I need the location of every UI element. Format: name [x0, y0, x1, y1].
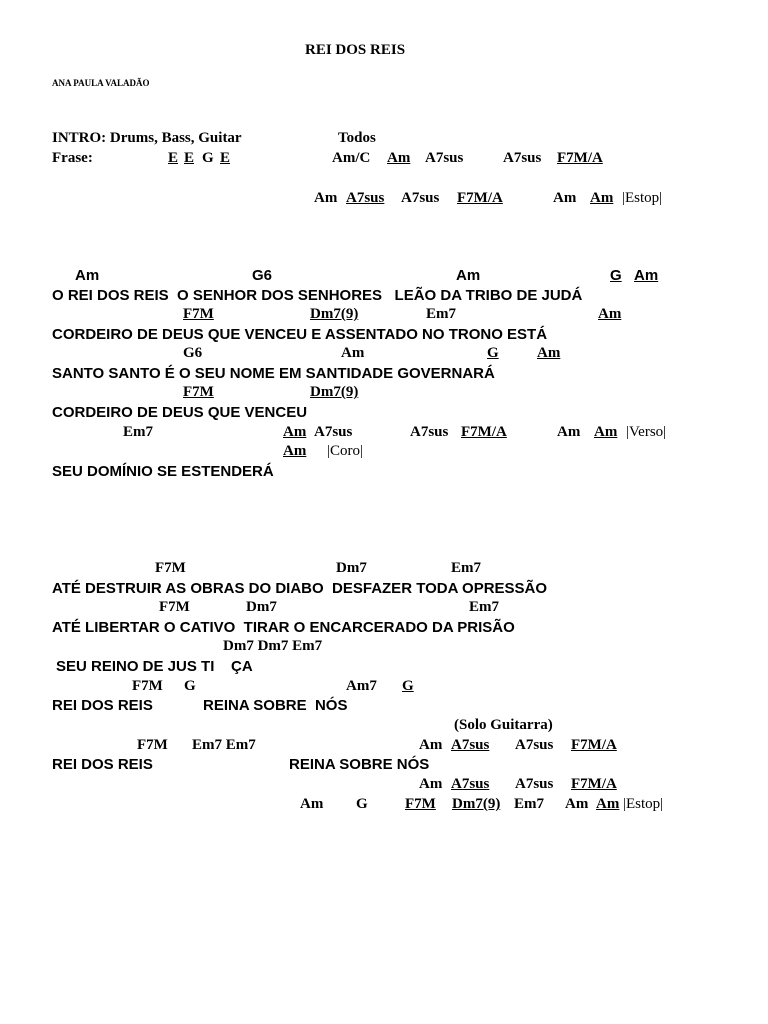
- chorus-chord: A7sus: [515, 737, 554, 753]
- chorus-chord: Am: [565, 796, 589, 812]
- intro-chord: F7M/A: [457, 190, 503, 206]
- chorus-chord: G: [356, 796, 368, 812]
- chorus-lyric-line: REI DOS REIS: [52, 697, 153, 714]
- intro-chord: Am: [553, 190, 577, 206]
- chorus-chord: Em7: [451, 560, 481, 576]
- verse-chord: Am: [456, 267, 481, 284]
- song-author: ANA PAULA VALADÃO: [52, 78, 150, 88]
- verse-lyric-line: CORDEIRO DE DEUS QUE VENCEU E ASSENTADO NO TRONO ESTÁ: [52, 326, 548, 343]
- intro-todos: Todos: [338, 130, 376, 146]
- chorus-chord: F7M/A: [571, 737, 617, 753]
- chorus-chord: Am: [596, 796, 620, 812]
- frase-note: E: [184, 150, 195, 166]
- intro-label: INTRO: Drums, Bass, Guitar: [52, 130, 242, 146]
- chorus-chord: A7sus: [451, 776, 490, 792]
- chorus-chord: F7M: [137, 737, 168, 753]
- verse-section-marker: |Verso|: [626, 424, 667, 440]
- frase-label: Frase:: [52, 150, 93, 166]
- chorus-chord: Em7: [469, 599, 499, 615]
- chorus-chord: Am7: [346, 678, 377, 694]
- chorus-lyric-line: ATÉ LIBERTAR O CATIVO TIRAR O ENCARCERADO DA PRISÃO: [52, 619, 515, 636]
- chorus-chord: G: [184, 678, 196, 694]
- intro-chord: Am: [314, 190, 338, 206]
- verse-chord: Dm7(9): [310, 384, 359, 400]
- chorus-chord: F7M: [132, 678, 163, 694]
- verse-chord: G6: [183, 345, 203, 361]
- verse-section-marker: |Coro|: [327, 443, 364, 459]
- chorus-chord: Am: [419, 737, 443, 753]
- chorus-chord: Em7: [514, 796, 544, 812]
- chorus-lyric-line: REI DOS REIS: [52, 756, 153, 773]
- intro-chord: A7sus: [346, 190, 385, 206]
- verse-chord: F7M: [183, 306, 214, 322]
- chorus-lyric-line: REINA SOBRE NÓS: [203, 697, 348, 714]
- verse-chord: F7M/A: [461, 424, 507, 440]
- chorus-chord: Am: [300, 796, 324, 812]
- verse-chord: Am: [598, 306, 622, 322]
- verse-lyric-line: SEU DOMÍNIO SE ESTENDERÁ: [52, 463, 274, 480]
- chorus-lyric-line: SEU REINO DE JUS TI ÇA: [56, 658, 253, 675]
- intro-chord: Am/C: [332, 150, 371, 166]
- verse-chord: A7sus: [410, 424, 449, 440]
- chorus-chord: Dm7 Dm7 Em7: [223, 638, 323, 654]
- chorus-chord: Dm7: [246, 599, 277, 615]
- verse-chord: Em7: [123, 424, 153, 440]
- chorus-chord: F7M: [405, 796, 436, 812]
- frase-note: E: [220, 150, 231, 166]
- chorus-chord: Dm7: [336, 560, 367, 576]
- verse-chord: G: [487, 345, 499, 361]
- verse-chord: Am: [341, 345, 365, 361]
- chorus-chord: A7sus: [515, 776, 554, 792]
- verse-chord: Am: [537, 345, 561, 361]
- chorus-section-marker: |Estop|: [623, 796, 664, 812]
- verse-chord: Am: [283, 424, 307, 440]
- chorus-chord: F7M: [155, 560, 186, 576]
- chorus-chord: Am: [419, 776, 443, 792]
- frase-note: G: [202, 150, 214, 166]
- intro-chord: A7sus: [425, 150, 464, 166]
- verse-lyric-line: CORDEIRO DE DEUS QUE VENCEU: [52, 404, 308, 421]
- chorus-chord: F7M: [159, 599, 190, 615]
- chorus-lyric-line: REINA SOBRE NÓS: [289, 756, 430, 773]
- intro-section-marker: |Estop|: [622, 190, 663, 206]
- chorus-chord: Dm7(9): [452, 796, 501, 812]
- chorus-chord: A7sus: [451, 737, 490, 753]
- song-title: REI DOS REIS: [305, 42, 406, 58]
- intro-chord: Am: [590, 190, 614, 206]
- chorus-chord: Em7 Em7: [192, 737, 256, 753]
- chorus-chord: F7M/A: [571, 776, 617, 792]
- intro-chord: Am: [387, 150, 411, 166]
- verse-chord: Am: [634, 267, 659, 284]
- verse-chord: Am: [283, 443, 307, 459]
- intro-chord: A7sus: [503, 150, 542, 166]
- verse-chord: Am: [594, 424, 618, 440]
- chorus-lyric-line: ATÉ DESTRUIR AS OBRAS DO DIABO DESFAZER TODA OPRESSÃO: [52, 580, 548, 597]
- intro-chord: A7sus: [401, 190, 440, 206]
- solo-marker: (Solo Guitarra): [454, 717, 553, 733]
- verse-chord: G: [610, 267, 622, 284]
- verse-chord: Am: [557, 424, 581, 440]
- verse-chord: Am: [75, 267, 100, 284]
- intro-chord: F7M/A: [557, 150, 603, 166]
- verse-chord: Dm7(9): [310, 306, 359, 322]
- verse-chord: G6: [252, 267, 273, 284]
- verse-chord: F7M: [183, 384, 214, 400]
- chorus-chord: G: [402, 678, 414, 694]
- verse-lyric-line: O REI DOS REIS O SENHOR DOS SENHORES LEÃO DA TRIBO DE JUDÁ: [52, 287, 583, 304]
- verse-chord: A7sus: [314, 424, 353, 440]
- frase-note: E: [168, 150, 179, 166]
- verse-lyric-line: SANTO SANTO É O SEU NOME EM SANTIDADE GOVERNARÁ: [52, 365, 495, 382]
- verse-chord: Em7: [426, 306, 456, 322]
